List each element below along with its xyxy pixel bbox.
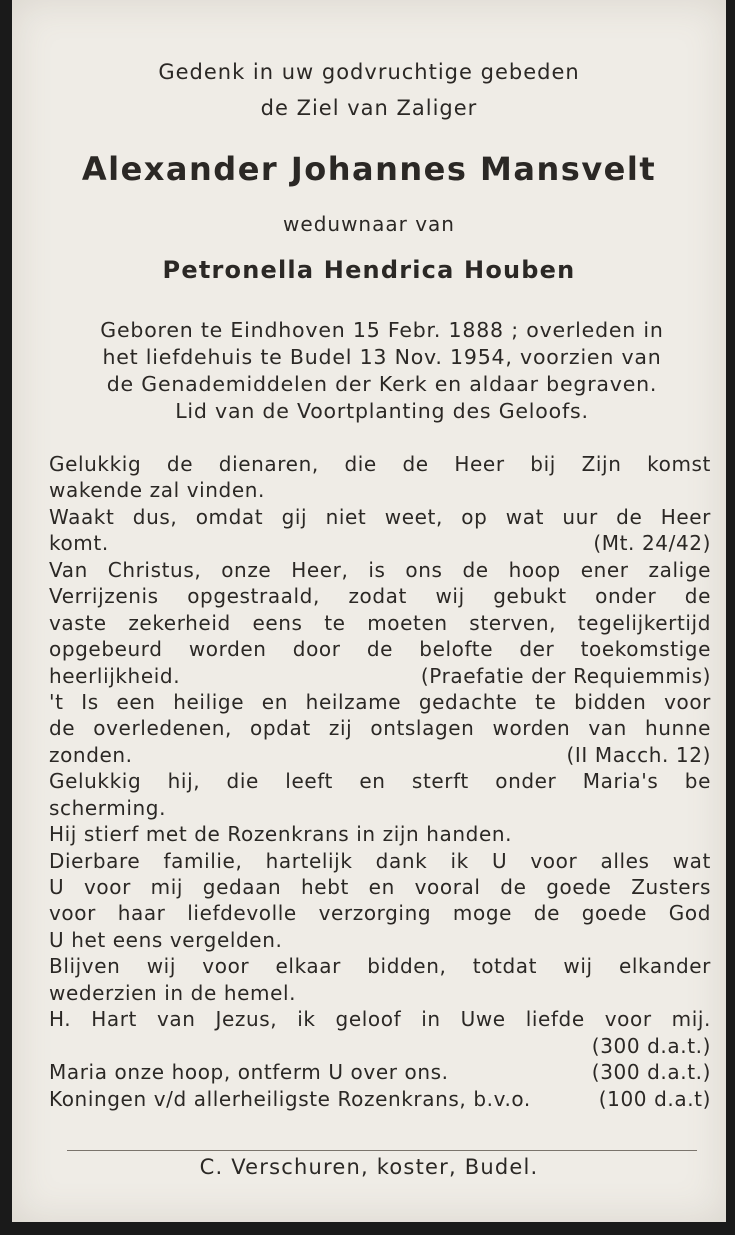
line-text: H. Hart van Jezus, ik geloof in Uwe liefde voor mij. [49, 1007, 711, 1032]
line-text: 't Is een heilige en heilzame gedachte te bidden voor [49, 689, 711, 714]
line-text: Maria onze hoop, ontferm U over ons. [49, 1060, 449, 1085]
line-text: Hij stierf met de Rozenkrans in zijn handen. [49, 822, 513, 847]
scripture-reference: (100 d.a.t) [598, 1086, 711, 1111]
biography-line: het liefdehuis te Budel 13 Nov. 1954, voorzien van [102, 345, 662, 369]
text-line [49, 900, 711, 926]
line-text: U voor mij gedaan hebt en vooral de goede Zusters [49, 875, 711, 899]
text-line [49, 874, 711, 900]
biography-line: de Genademiddelen der Kerk en aldaar begraven. [106, 372, 658, 396]
text-line [49, 1086, 711, 1112]
line-text: wederzien in de hemel. [49, 980, 297, 1005]
text-line [49, 504, 711, 530]
text-line [49, 715, 711, 741]
text-line [49, 1059, 711, 1085]
line-text: de overledenen, opdat zij ontslagen worden van hunne [49, 716, 711, 741]
line-text: voor haar liefdevolle verzorging moge de goede God [49, 901, 711, 926]
text-line [49, 980, 711, 1006]
soul-heading: de Ziel van Zaliger [260, 96, 478, 120]
text-line [49, 1033, 711, 1059]
memorial-card [12, 0, 726, 1222]
text-line [49, 583, 711, 609]
text-line [49, 821, 711, 847]
deceased-name: Alexander Johannes Mansvelt [81, 150, 657, 188]
text-line [49, 530, 711, 556]
line-text: opgebeurd worden door de belofte der toekomstige [49, 637, 711, 662]
spouse-name: Petronella Hendrica Houben [162, 256, 576, 284]
line-text: U het eens vergelden. [49, 927, 283, 952]
remembrance-heading: Gedenk in uw godvruchtige gebeden [158, 60, 580, 84]
line-text: zonden. [49, 742, 133, 767]
biography-line: Geboren te Eindhoven 15 Febr. 1888 ; overleden in [100, 318, 664, 342]
scripture-reference: (300 d.a.t.) [591, 1060, 711, 1085]
line-text: Waakt dus, omdat gij niet weet, op wat uur de Heer [49, 504, 711, 529]
text-line [49, 477, 711, 503]
line-text: scherming. [49, 795, 167, 820]
text-line [49, 557, 711, 583]
biography-line: Lid van de Voortplanting des Geloofs. [175, 399, 589, 423]
scripture-reference: (II Macch. 12) [566, 742, 711, 767]
text-line [49, 689, 711, 715]
line-text: Koningen v/d allerheiligste Rozenkrans, b.v.o. [49, 1086, 531, 1111]
line-text: heerlijkheid. [49, 663, 181, 688]
text-line [49, 848, 711, 874]
text-line [49, 663, 711, 689]
text-line [49, 636, 711, 662]
line-text: vaste zekerheid eens te moeten sterven, tegelijkertijd [49, 610, 711, 635]
relation-text: weduwnaar van [283, 212, 455, 236]
prayer-text [49, 451, 711, 1112]
footer-divider [67, 1150, 697, 1151]
line-text: komt. [49, 531, 109, 556]
text-line [49, 927, 711, 953]
text-line [49, 953, 711, 979]
line-text: wakende zal vinden. [49, 478, 265, 503]
scripture-reference: (Praefatie der Requiemmis) [420, 663, 711, 688]
text-line [49, 768, 711, 794]
text-line [49, 1006, 711, 1032]
line-text: Gelukkig de dienaren, die de Heer bij Zijn komst [49, 452, 711, 476]
indulgence-note: (300 d.a.t.) [591, 1033, 711, 1058]
line-text: Dierbare familie, hartelijk dank ik U voor alles wat [49, 848, 711, 873]
line-text: Blijven wij voor elkaar bidden, totdat wij elkander [49, 954, 711, 979]
printer-credit: C. Verschuren, koster, Budel. [199, 1155, 539, 1179]
text-line [49, 742, 711, 768]
line-text: Gelukkig hij, die leeft en sterft onder Maria's be [49, 769, 711, 794]
scripture-reference: (Mt. 24/42) [593, 531, 711, 556]
text-line [49, 610, 711, 636]
line-text: Van Christus, onze Heer, is ons de hoop ener zalige [49, 557, 711, 582]
line-text: Verrijzenis opgestraald, zodat wij gebukt onder de [49, 584, 711, 609]
text-line [49, 451, 711, 477]
text-line [49, 795, 711, 821]
